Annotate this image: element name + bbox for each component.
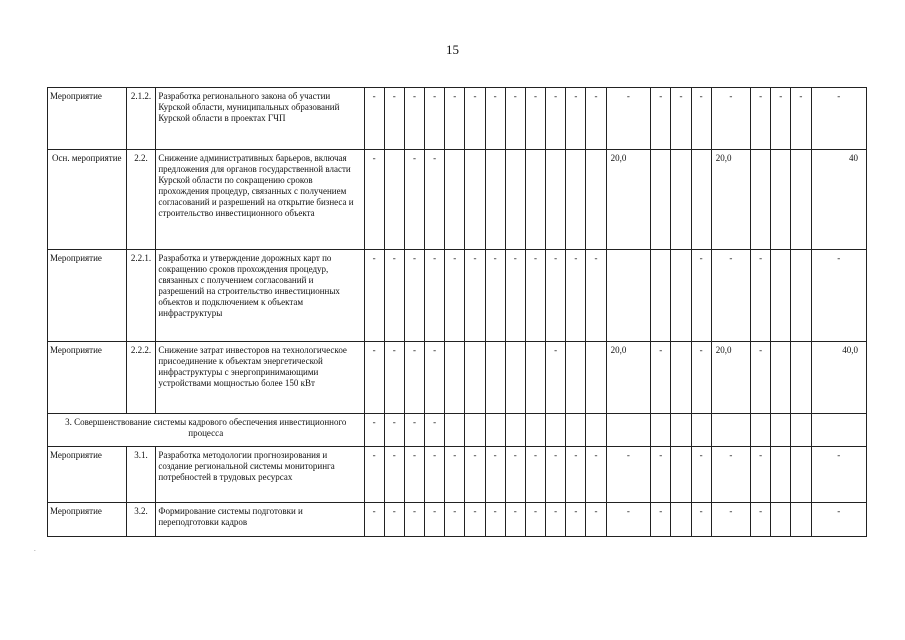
activity-number: 3.2. <box>126 503 156 537</box>
value-cell: - <box>465 503 485 537</box>
value-cell <box>465 150 485 250</box>
value-cell: - <box>445 250 465 342</box>
value-cell <box>566 342 586 414</box>
activity-number: 2.2.1. <box>126 250 156 342</box>
value-cell: - <box>445 503 465 537</box>
value-cell: - <box>586 250 606 342</box>
value-cell: - <box>586 447 606 503</box>
table-row <box>48 250 867 342</box>
value-cell: - <box>485 503 505 537</box>
value-cell <box>606 414 651 447</box>
value-cell: - <box>606 447 651 503</box>
value-cell: - <box>691 503 711 537</box>
value-cell <box>791 150 811 250</box>
activity-description: Разработка методологии прогнозирования и создание региональной системы мониторинга потребностей в трудовых ресурсах <box>156 447 364 503</box>
value-cell: 20,0 <box>606 150 651 250</box>
value-cell <box>566 150 586 250</box>
value-cell: - <box>445 447 465 503</box>
value-cell: - <box>546 503 566 537</box>
value-cell <box>445 414 465 447</box>
value-cell: - <box>525 250 545 342</box>
value-cell: - <box>811 447 866 503</box>
value-cell <box>465 414 485 447</box>
value-cell: - <box>751 342 771 414</box>
value-cell: - <box>751 88 771 150</box>
value-cell: - <box>465 88 485 150</box>
value-cell <box>771 414 791 447</box>
value-cell: - <box>566 503 586 537</box>
value-cell: - <box>425 250 445 342</box>
activity-type: Мероприятие <box>48 447 127 503</box>
value-cell: - <box>566 447 586 503</box>
value-cell <box>771 447 791 503</box>
value-cell: - <box>404 150 424 250</box>
value-cell: - <box>691 250 711 342</box>
value-cell <box>651 250 671 342</box>
value-cell: - <box>546 88 566 150</box>
value-cell <box>566 414 586 447</box>
value-cell: - <box>525 88 545 150</box>
value-cell <box>691 414 711 447</box>
value-cell <box>525 414 545 447</box>
value-cell: - <box>811 88 866 150</box>
value-cell: - <box>425 342 445 414</box>
table-row <box>48 503 867 537</box>
value-cell: - <box>485 88 505 150</box>
value-cell <box>606 250 651 342</box>
value-cell <box>485 342 505 414</box>
value-cell: - <box>586 88 606 150</box>
value-cell: - <box>651 447 671 503</box>
value-cell <box>791 447 811 503</box>
value-cell: - <box>384 250 404 342</box>
activity-number: 2.2. <box>126 150 156 250</box>
value-cell <box>485 150 505 250</box>
value-cell: - <box>404 88 424 150</box>
value-cell: - <box>606 503 651 537</box>
value-cell: - <box>384 342 404 414</box>
activity-description: Снижение затрат инвесторов на технологическое присоединение к объектам энергетической инфраструктуры с энергопринимающими устройствами мощностью более 150 кВт <box>156 342 364 414</box>
value-cell: - <box>711 503 750 537</box>
value-cell: - <box>505 250 525 342</box>
value-cell: - <box>566 88 586 150</box>
value-cell <box>791 342 811 414</box>
value-cell: - <box>425 150 445 250</box>
activity-type: Осн. мероприятие <box>48 150 127 250</box>
value-cell: - <box>384 503 404 537</box>
value-cell: 20,0 <box>711 150 750 250</box>
section-row <box>48 414 867 447</box>
activity-type: Мероприятие <box>48 503 127 537</box>
value-cell: - <box>711 447 750 503</box>
value-cell: - <box>811 250 866 342</box>
value-cell: - <box>364 414 384 447</box>
value-cell <box>671 447 691 503</box>
value-cell: 20,0 <box>606 342 651 414</box>
section-title: 3. Совершенствование системы кадрового обеспечения инвестиционного процесса <box>48 414 365 447</box>
value-cell: - <box>505 447 525 503</box>
value-cell: - <box>691 342 711 414</box>
table-row <box>48 342 867 414</box>
value-cell: - <box>505 88 525 150</box>
page-number: 15 <box>446 42 459 57</box>
activity-description: Разработка регионального закона об участии Курской области, муниципальных образований Курской области в проектах ГЧП <box>156 88 364 150</box>
value-cell: - <box>425 503 445 537</box>
value-cell <box>771 150 791 250</box>
value-cell: - <box>425 414 445 447</box>
value-cell: - <box>525 447 545 503</box>
value-cell: - <box>671 88 691 150</box>
value-cell: - <box>485 447 505 503</box>
activity-number: 2.2.2. <box>126 342 156 414</box>
value-cell: - <box>364 503 384 537</box>
table-row <box>48 150 867 250</box>
value-cell <box>651 150 671 250</box>
value-cell: - <box>505 503 525 537</box>
value-cell <box>751 414 771 447</box>
value-cell: - <box>751 447 771 503</box>
value-cell: - <box>404 342 424 414</box>
value-cell <box>505 342 525 414</box>
value-cell: 20,0 <box>711 342 750 414</box>
value-cell: - <box>651 88 671 150</box>
value-cell: - <box>711 250 750 342</box>
value-cell: - <box>651 342 671 414</box>
value-cell <box>384 150 404 250</box>
table-row <box>48 447 867 503</box>
activity-number: 2.1.2. <box>126 88 156 150</box>
table-row <box>48 88 867 150</box>
value-cell: - <box>364 88 384 150</box>
value-cell: - <box>691 88 711 150</box>
value-cell: - <box>711 88 750 150</box>
value-cell: - <box>465 447 485 503</box>
value-cell: 40 <box>811 150 866 250</box>
value-cell <box>485 414 505 447</box>
value-cell: - <box>445 88 465 150</box>
value-cell: - <box>751 250 771 342</box>
value-cell: - <box>364 250 384 342</box>
value-cell: - <box>425 88 445 150</box>
value-cell <box>505 414 525 447</box>
value-cell: - <box>384 447 404 503</box>
value-cell: - <box>546 250 566 342</box>
value-cell <box>771 503 791 537</box>
value-cell <box>546 414 566 447</box>
value-cell <box>525 150 545 250</box>
value-cell: 40,0 <box>811 342 866 414</box>
activity-type: Мероприятие <box>48 88 127 150</box>
activity-type: Мероприятие <box>48 342 127 414</box>
value-cell: - <box>404 250 424 342</box>
value-cell <box>671 503 691 537</box>
value-cell <box>465 342 485 414</box>
value-cell <box>671 150 691 250</box>
value-cell: - <box>546 447 566 503</box>
value-cell: - <box>606 88 651 150</box>
value-cell <box>586 342 606 414</box>
value-cell <box>771 250 791 342</box>
value-cell: - <box>404 447 424 503</box>
value-cell: - <box>364 447 384 503</box>
value-cell <box>791 250 811 342</box>
value-cell <box>546 150 566 250</box>
value-cell <box>445 150 465 250</box>
value-cell <box>671 250 691 342</box>
value-cell: - <box>404 414 424 447</box>
activity-description: Формирование системы подготовки и переподготовки кадров <box>156 503 364 537</box>
value-cell <box>751 150 771 250</box>
value-cell: - <box>384 88 404 150</box>
activity-description: Разработка и утверждение дорожных карт по сокращению сроков прохождения процедур, связанных с получением согласований и разрешений на строительство инвестиционных объектов и подключением к объектам инфраструктуры <box>156 250 364 342</box>
value-cell: - <box>404 503 424 537</box>
value-cell <box>671 414 691 447</box>
value-cell: - <box>384 414 404 447</box>
value-cell: - <box>566 250 586 342</box>
value-cell <box>691 150 711 250</box>
value-cell <box>811 414 866 447</box>
value-cell: - <box>546 342 566 414</box>
value-cell: - <box>651 503 671 537</box>
value-cell: - <box>485 250 505 342</box>
value-cell <box>771 342 791 414</box>
value-cell: - <box>364 150 384 250</box>
value-cell <box>651 414 671 447</box>
value-cell: - <box>525 503 545 537</box>
value-cell <box>791 414 811 447</box>
value-cell: - <box>771 88 791 150</box>
activity-description: Снижение административных барьеров, включая предложения для органов государственной власти Курской области по сокращению сроков прохождения процедур, связанных с получением согласований и разрешений на открытие бизнеса и строительство инвестиционного объекта <box>156 150 364 250</box>
value-cell: - <box>465 250 485 342</box>
stray-mark: . <box>34 545 36 553</box>
program-table <box>47 87 867 537</box>
value-cell <box>586 414 606 447</box>
activity-number: 3.1. <box>126 447 156 503</box>
value-cell: - <box>811 503 866 537</box>
value-cell <box>525 342 545 414</box>
value-cell <box>445 342 465 414</box>
value-cell <box>505 150 525 250</box>
value-cell: - <box>586 503 606 537</box>
value-cell: - <box>425 447 445 503</box>
value-cell <box>791 503 811 537</box>
value-cell: - <box>791 88 811 150</box>
value-cell: - <box>691 447 711 503</box>
value-cell <box>586 150 606 250</box>
value-cell <box>671 342 691 414</box>
activity-type: Мероприятие <box>48 250 127 342</box>
value-cell: - <box>364 342 384 414</box>
value-cell <box>711 414 750 447</box>
value-cell: - <box>751 503 771 537</box>
